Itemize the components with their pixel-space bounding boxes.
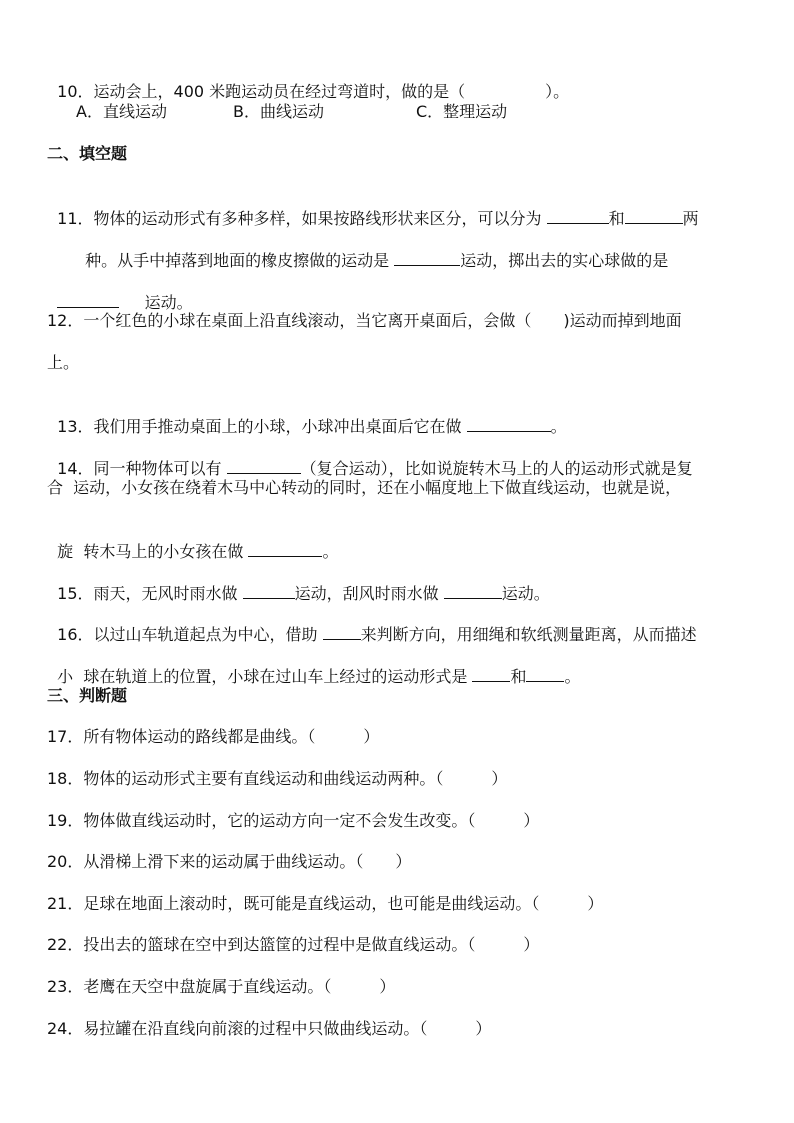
question-14-line-3: [47, 518, 339, 561]
q16-text: 和: [510, 667, 527, 686]
question-14-line-1: [47, 435, 693, 478]
answer-blank[interactable]: [625, 207, 683, 224]
q11-text: 两: [682, 209, 699, 228]
question-22: 22．投出去的篮球在空中到达篮筐的过程中是做直线运动。（ ）: [47, 935, 540, 954]
q16-text: 。: [564, 667, 581, 686]
question-16-line-1: [47, 601, 697, 644]
q16-text: 来判断方向，用细绳和软纸测量距离，从而描述: [360, 625, 697, 644]
answer-blank[interactable]: [323, 623, 361, 640]
q16-text: 16．以过山车轨道起点为中心，借助: [57, 625, 323, 644]
question-10: [47, 59, 570, 101]
question-21: 21．足球在地面上滚动时，既可能是直线运动，也可能是曲线运动。（ ）: [47, 894, 604, 913]
question-12-line-1: 12．一个红色的小球在桌面上沿直线滚动，当它离开桌面后，会做（ )运动而掉到地面: [47, 311, 682, 330]
question-24: 24．易拉罐在沿直线向前滚的过程中只做曲线运动。（ ）: [47, 1019, 492, 1038]
answer-blank[interactable]: [467, 415, 551, 432]
q14-text: 旋 转木马上的小女孩在做: [57, 542, 249, 561]
question-23: 23．老鹰在天空中盘旋属于直线运动。（ ）: [47, 977, 396, 996]
q16-text: 小 球在轨道上的位置，小球在过山车上经过的运动形式是: [57, 667, 473, 686]
answer-blank[interactable]: [248, 540, 322, 557]
question-10-text: 10．运动会上，400 米跑运动员在经过弯道时，做的是（ ）。: [57, 82, 570, 101]
question-17: 17．所有物体运动的路线都是曲线。（ ）: [47, 727, 380, 746]
answer-blank[interactable]: [243, 582, 295, 599]
answer-blank[interactable]: [526, 665, 564, 682]
answer-blank[interactable]: [57, 291, 119, 308]
question-11-line-1: [47, 185, 699, 228]
section-heading-true-false: 三、判断题: [47, 686, 128, 705]
q11-text: 11．物体的运动形式有多种多样，如果按路线形状来区分，可以分为: [57, 209, 547, 228]
q11-text: 运动。: [144, 293, 193, 312]
question-16-line-2: [47, 643, 581, 686]
q11-text: 运动，掷出去的实心球做的是: [460, 251, 669, 270]
section-heading-fill-blank: 二、填空题: [47, 144, 128, 163]
question-14-line-2: 合 运动，小女孩在绕着木马中心转动的同时，还在小幅度地上下做直线运动，也就是说，: [47, 478, 682, 497]
answer-blank[interactable]: [444, 582, 502, 599]
answer-blank[interactable]: [227, 457, 301, 474]
question-12-line-2: 上。: [47, 353, 80, 372]
q13-text: 13．我们用手推动桌面上的小球，小球冲出桌面后它在做: [57, 417, 467, 436]
q15-text: 15．雨天，无风时雨水做: [57, 584, 243, 603]
question-15: [47, 560, 550, 603]
question-11-line-2: [75, 227, 669, 270]
answer-blank[interactable]: [547, 207, 609, 224]
q14-text: （复合运动），比如说旋转木马上的人的运动形式就是复: [300, 459, 693, 478]
q14-text: 。: [322, 542, 339, 561]
answer-blank[interactable]: [394, 249, 460, 266]
q13-text: 。: [550, 417, 567, 436]
question-11-line-3: [47, 269, 193, 312]
q10-option-a[interactable]: A．直线运动: [76, 102, 167, 121]
q10-option-b[interactable]: B．曲线运动: [233, 102, 324, 121]
answer-blank[interactable]: [472, 665, 510, 682]
question-18: 18．物体的运动形式主要有直线运动和曲线运动两种。（ ）: [47, 769, 508, 788]
q11-text: 和: [608, 209, 625, 228]
q15-text: 运动，刮风时雨水做: [294, 584, 444, 603]
question-20: 20．从滑梯上滑下来的运动属于曲线运动。（ ）: [47, 852, 412, 871]
q14-text: 14．同一种物体可以有: [57, 459, 227, 478]
q15-text: 运动。: [501, 584, 550, 603]
q11-text: 种。从手中掉落到地面的橡皮擦做的运动是: [85, 251, 395, 270]
question-19: 19．物体做直线运动时，它的运动方向一定不会发生改变。（ ）: [47, 811, 540, 830]
q10-option-c[interactable]: C．整理运动: [416, 102, 508, 121]
question-13: [47, 393, 567, 436]
